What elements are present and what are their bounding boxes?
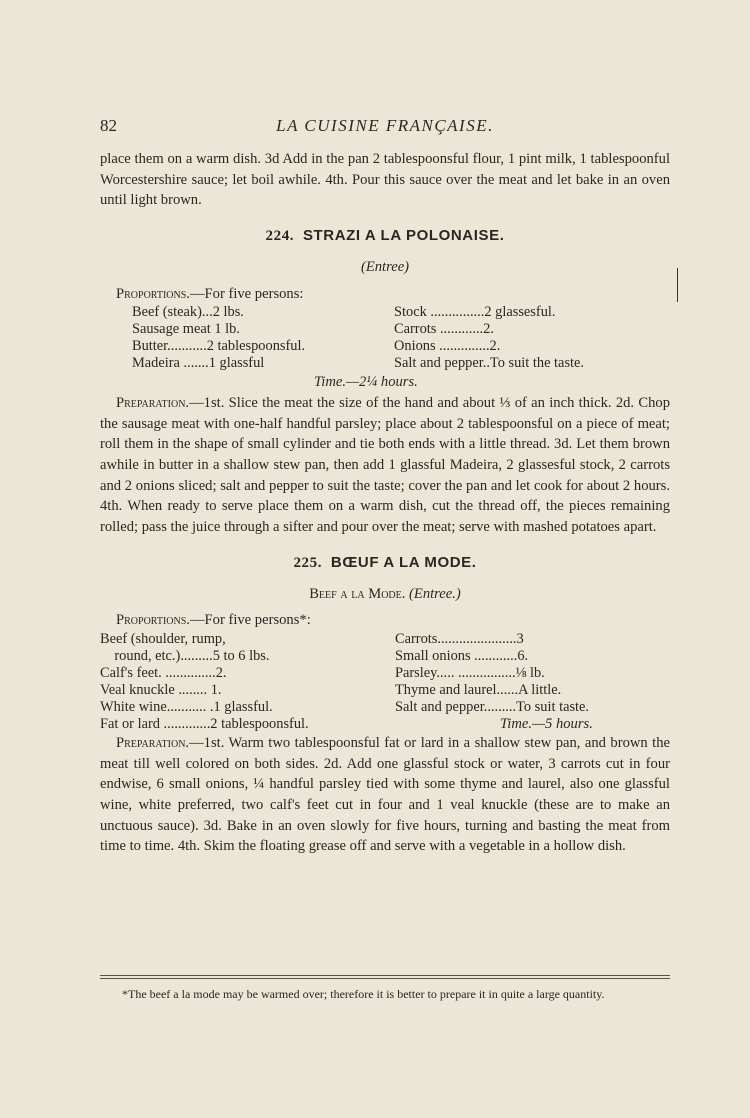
ingredient-line: round, etc.).........5 to 6 lbs.: [100, 647, 270, 664]
recipe-225-preparation: [100, 733, 670, 857]
recipe-225-number: 225.: [293, 554, 323, 571]
ingredient-line: Onions ..............2.: [394, 338, 501, 355]
ingredient-line: Fat or lard .............2 tablespoonsful.: [100, 715, 309, 732]
ingredient-line: Sausage meat 1 lb.: [132, 321, 240, 338]
recipe-225-proportions: [100, 610, 670, 631]
recipe-224-number: 224.: [265, 228, 295, 245]
ingredient-line: White wine........... .1 glassful.: [100, 698, 273, 715]
preparation-text: —1st. Warm two tablespoonsful fat or lard in a shallow stew pan, and brown the meat till well colored on both sides. 2d. Add one glassful stock or water, 3 carrots cut in four endwise, 6 small onions, ¼ handful parsley tied with some thyme and laurel, also one glassful wine, white preferred, two calf's feet cut in four and 1 veal knuckle (these are to make an unctuous sauce). 3d. Bake in an oven slowly for five hours, turning and basting the meat from time to time. 4th. Skim the floating grease off and serve with a vegetable in a hollow dish.: [100, 734, 670, 855]
recipe-224-time: Time.—2¼ hours.: [314, 374, 418, 391]
ingredient-line: Carrots ............2.: [394, 321, 494, 338]
proportions-text: —For five persons:: [189, 285, 304, 302]
page-number: 82: [100, 116, 117, 135]
proportions-text: —For five persons*:: [189, 612, 311, 629]
ingredients-left: [132, 304, 401, 372]
recipe-224-proportions: [100, 284, 670, 305]
page-body: [100, 149, 670, 857]
ingredient-line: Parsley..... ................⅛ lb.: [395, 664, 545, 681]
running-title: LA CUISINE FRANÇAISE.: [276, 116, 494, 135]
ingredients-right: [394, 304, 670, 372]
footnote-text: *The beef a la mode may be warmed over; therefore it is better to prepare it in quite a large quantity.: [122, 987, 605, 1001]
footnote-rule: [100, 975, 670, 979]
recipe-224-entree: (Entree): [360, 258, 410, 275]
recipe-224-preparation: [100, 393, 670, 538]
recipe-225-time: Time.—5 hours.: [500, 715, 593, 732]
ingredient-line: Stock ...............2 glassesful.: [394, 304, 556, 321]
ingredient-line: Salt and pepper.........To suit taste.: [395, 698, 590, 715]
ingredient-line: Small onions ............6.: [395, 647, 529, 664]
page-header: [100, 116, 670, 140]
ingredient-line: Madeira .......1 glassful: [132, 355, 265, 372]
footnote: [100, 975, 670, 1003]
ingredients-left: [100, 631, 385, 733]
ingredient-line: Veal knuckle ........ 1.: [100, 681, 222, 698]
recipe-225-title: [100, 553, 670, 574]
proportions-label: Proportions.: [116, 612, 190, 629]
preparation-label: Preparation.: [116, 394, 190, 411]
ingredient-line: Calf's feet. ..............2.: [100, 664, 227, 681]
ingredient-line: Beef (steak)...2 lbs.: [132, 304, 244, 321]
ingredient-line: Butter...........2 tablespoonsful.: [132, 338, 306, 355]
recipe-224-title: [100, 226, 670, 247]
recipe-224-subtitle: [100, 257, 670, 278]
recipe-224-ingredients: [100, 304, 670, 372]
margin-mark: [677, 268, 678, 302]
recipe-225-heading: BŒUF A LA MODE.: [330, 553, 477, 571]
preparation-text: —1st. Slice the meat the size of the hand and about ⅓ of an inch thick. 2d. Chop the sausage meat with one-half handful parsley; place about 2 tablespoonsful on a piece of meat; roll them in the shape of small cylinder and tie both ends with a little thread. 3d. Let them brown awhile in butter in a shallow stew pan, then add 1 glassful Madeira, 2 glassesful stock, 2 carrots and 2 onions sliced; salt and pepper to suit the taste; cover the pan and let cook for about 2 hours. 4th. When ready to serve place them on a warm dish, cut the thread off, the pieces remaining rolled; pass the juice through a sifter and pour over the meat; serve with mashed potatoes apart.: [100, 394, 670, 536]
recipe-225-entree: (Entree.): [409, 585, 461, 602]
intro-paragraph: place them on a warm dish. 3d Add in the pan 2 tablespoonsful flour, 1 pint milk, 1 tablespoonful Worcestershire sauce; let boil awhile. 4th. Pour this sauce over the meat and let bake in an oven until light brown.: [100, 151, 670, 209]
ingredient-line: Salt and pepper..To suit the taste.: [394, 355, 585, 372]
ingredient-line: Thyme and laurel......A little.: [395, 681, 562, 698]
ingredient-line: Beef (shoulder, rump,: [100, 630, 226, 647]
recipe-224-heading: STRAZI A LA POLONAISE.: [302, 227, 505, 245]
recipe-225-subtitle-label: Beef a la Mode.: [309, 585, 406, 602]
preparation-label: Preparation.: [116, 734, 190, 751]
proportions-label: Proportions.: [116, 285, 190, 302]
recipe-225-subtitle: [100, 584, 670, 605]
ingredient-line: Carrots......................3: [395, 630, 524, 647]
